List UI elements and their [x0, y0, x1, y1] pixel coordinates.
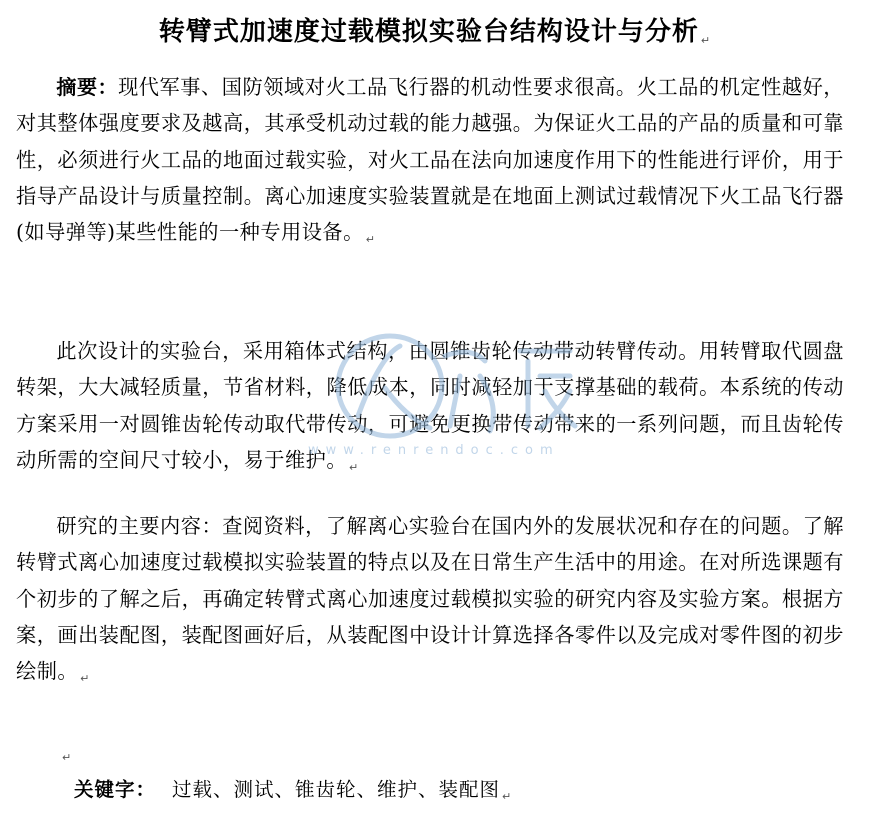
keywords-text: 过载、测试、锥齿轮、维护、装配图: [172, 778, 501, 801]
paragraph-mark: ↵: [80, 672, 90, 686]
abstract-label: 摘要：: [56, 75, 119, 99]
title-text: 转臂式加速度过载模拟实验台结构设计与分析: [158, 17, 699, 47]
document-title: [0, 14, 869, 59]
design-text: 此次设计的实验台，采用箱体式结构，由圆锥齿轮传动带动转臂传动。用转臂取代圆盘转架，大大减轻质量，节省材料，降低成本，同时减轻加于支撑基础的载荷。本系统的传动方案采用一对圆锥齿轮传动取代带传动，可避免更换带传动带来的一系列问题，而且齿轮传动所需的空间尺寸较小，易于维护。: [16, 339, 844, 472]
research-paragraph: [16, 508, 844, 697]
keywords-label: 关键字：: [74, 778, 157, 801]
empty-paragraph: [60, 742, 71, 764]
paragraph-mark: ↵: [62, 751, 72, 764]
design-paragraph: [16, 333, 844, 486]
watermark-url: www.renrendoc.com: [308, 443, 560, 458]
paragraph-mark: ↵: [365, 233, 375, 247]
paragraph-mark: ↵: [502, 790, 512, 803]
research-text: 研究的主要内容：查阅资料，了解离心实验台在国内外的发展状况和存在的问题。了解转臂式离心加速度过载模拟实验装置的特点以及在日常生产生活中的用途。在对所选课题有个初步的了解之后，再确定转臂式离心加速度过载模拟实验的研究内容及实验方案。根据方案，画出装配图，装配图画好后，从装配图中设计计算选择各零件以及完成对零件图的初步绘制。: [16, 514, 844, 684]
keywords-line: [74, 772, 511, 815]
abstract-text: 现代军事、国防领域对火工品飞行器的机动性要求很高。火工品的机定性越好，对其整体强度要求及越高，其承受机动过载的能力越强。为保证火工品的产品的质量和可靠性，必须进行火工品的地面过载实验，对火工品在法向加速度作用下的性能进行评价，用于指导产品设计与质量控制。离心加速度实验装置就是在地面上测试过载情况下火工品飞行器(如导弹等)某些性能的一种专用设备。: [16, 75, 844, 245]
paragraph-mark: ↵: [349, 460, 359, 474]
abstract-paragraph: [16, 69, 844, 258]
paragraph-mark: ↵: [700, 34, 711, 47]
